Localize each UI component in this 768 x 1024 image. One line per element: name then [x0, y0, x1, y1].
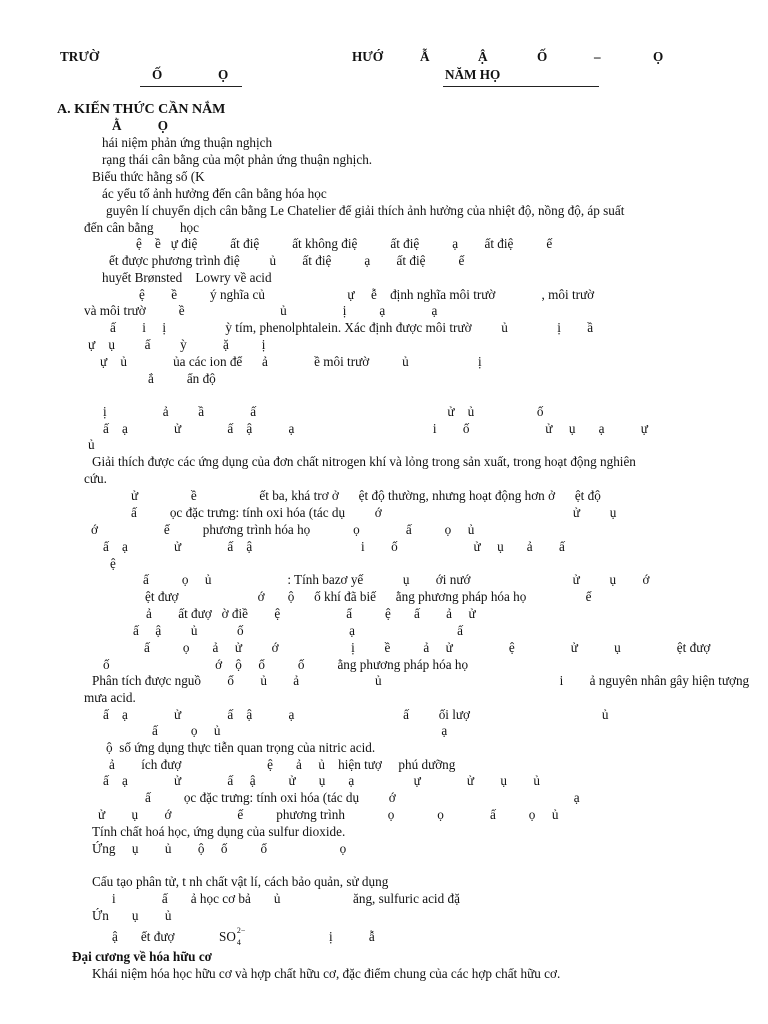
text-line: cứu.	[84, 471, 107, 486]
title-fragment: Ọ	[653, 49, 664, 64]
text-line: ệ ề ự điệ ất điệ ất không điệ ất điệ ạ ất điệ ế	[136, 236, 553, 251]
text-line: ử ề ết ba, khá trơ ở ệt độ thường, nhưng hoạt động hơn ở ệt độ	[131, 488, 601, 503]
text-line: Ứng ụ ủ ộ ố ố ọ	[92, 841, 347, 856]
text-line: ử ụ ớ ế phương trình ọ ọ ấ ọ ủ	[98, 807, 559, 822]
title-fragment: HƯỚ	[352, 49, 384, 64]
text-line: Biểu thức hằng số (K	[92, 169, 205, 184]
text-line: ắ ẩn độ	[148, 371, 216, 386]
text-line: ác yếu tố ảnh hưởng đến cân bằng hóa học	[102, 186, 327, 201]
text-line: ủ	[88, 437, 95, 452]
text-line: ị ả ầ ấ ử ủ ố	[103, 404, 544, 419]
text-line: ả ích đượ ệ ả ủ hiện tượ phú dưỡng	[109, 757, 456, 772]
text-line: Tính chất hoá học, ứng dụng của sulfur dioxide.	[92, 824, 346, 839]
text-line: ấ ạ ử ấ ậ ạ ấ ối lượ ủ	[103, 707, 609, 722]
text-line: huyết Brønsted Lowry về acid	[102, 270, 272, 285]
text-line: Cấu tạo phân tử, t nh chất vật lí, cách bảo quản, sử dụng	[92, 874, 389, 889]
subtitle-fragment: Ố	[152, 67, 163, 82]
text-line: ấ ọc đặc trưng: tính oxi hóa (tác dụ ớ ử ụ	[131, 505, 617, 520]
year-underline	[443, 86, 599, 87]
school-year: NĂM HỌ	[445, 67, 501, 82]
text-line: ấ ọc đặc trưng: tính oxi hóa (tác dụ ớ ạ	[145, 790, 580, 805]
text-line: ấ ọ ủ : Tính bazơ yế ụ ới nướ ử ụ ớ	[143, 572, 650, 587]
text-line: Khái niệm hóa học hữu cơ và hợp chất hữu cơ, đặc điểm chung của các hợp chất hữu cơ.	[92, 966, 561, 981]
section-a-heading: A. KIẾN THỨC CẦN NẮM	[57, 102, 226, 117]
text-line: ệ	[110, 556, 116, 571]
text-line: ự ụ ấ ỳ ặ ị	[88, 337, 266, 352]
text-line: ậ ết đượ	[112, 929, 175, 944]
text-line: Ứn ụ ủ	[92, 908, 172, 923]
subtitle-underline	[140, 86, 242, 87]
text-line: ệ ề ý nghĩa củ ự ễ định nghĩa môi trườ , môi trườ	[139, 287, 595, 302]
subtitle-fragment: Ọ	[218, 67, 229, 82]
text-line: ấ ậ ủ ố ạ ấ	[133, 623, 464, 638]
text-line: hái niệm phản ứng thuận nghịch	[102, 135, 273, 150]
text-line: ấ ạ ử ấ ậ ử ụ ạ ự ử ụ ủ	[103, 773, 540, 788]
text-line: guyên lí chuyển dịch cân bằng Le Chatelier để giải thích ảnh hưởng của nhiệt độ, nồng độ, áp suất	[106, 203, 625, 218]
text-line: đến cân bằng học	[84, 220, 199, 235]
text-line: i ấ ả học cơ bả ủ ăng, sulfuric acid đặ	[112, 891, 460, 906]
title-fragment: –	[594, 49, 601, 64]
title-fragment: Ẫ	[420, 49, 430, 64]
text-line: ấ ạ ử ấ ậ ạ i ố ử ụ ạ ự	[103, 421, 648, 436]
text-line: ớ ế phương trình hóa họ ọ ấ ọ ủ	[91, 522, 475, 537]
text-line: ả ất đượ ờ điề ệ ẩ ệ ấ ả ử	[146, 606, 476, 621]
title-fragment: Ậ	[478, 49, 488, 64]
section-b-heading: Đại cương về hóa hữu cơ	[72, 949, 212, 964]
text-line: ố ớ ộ ố ố ằng phương pháp hóa họ	[103, 657, 469, 672]
text-line: ấ ạ ử ấ ậ i ố ử ụ ả ấ	[103, 539, 565, 554]
text-line: ộ số ứng dụng thực tiễn quan trọng của nitric acid.	[106, 740, 376, 755]
text-line: ấ ọ ủ ạ	[152, 723, 448, 738]
text-line: ị ẫ	[329, 929, 375, 944]
text-line: ết được phương trình điệ ủ ất điệ ạ ất điệ ế	[109, 253, 465, 268]
text-line: ấ i ị ỳ tím, phenolphtalein. Xác định được môi trườ ủ ị ầ	[110, 320, 594, 335]
text-line: Giải thích được các ứng dụng của đơn chất nitrogen khí và lỏng trong sản xuất, trong hoạt động nghiên	[92, 454, 636, 469]
sulfate-formula: SO 2− 4	[219, 926, 246, 947]
school-name: TRƯỜ	[60, 49, 100, 64]
text-line: ấ ọ ả ử ớ ị ề ả ử ệ ử ụ ệt đượ	[144, 640, 711, 655]
section-a-subheading: Ằ Ọ	[112, 118, 169, 133]
text-line: và môi trườ ề ủ ị ạ ạ	[84, 303, 438, 318]
text-line: ự ủ ủa các ion để ả ề môi trườ ủ ị	[100, 354, 482, 369]
text-line: Phân tích được nguồ ố ủ ả ủ i ả nguyên nhân gây hiện tượng	[92, 673, 750, 688]
title-fragment: Ố	[537, 49, 548, 64]
text-line: rạng thái cân bằng của một phản ứng thuận nghịch.	[102, 152, 373, 167]
text-line: mưa acid.	[84, 690, 136, 705]
text-line: ệt đượ ớ ộ ố khí đã biế ằng phương pháp hóa họ ế	[145, 589, 592, 604]
